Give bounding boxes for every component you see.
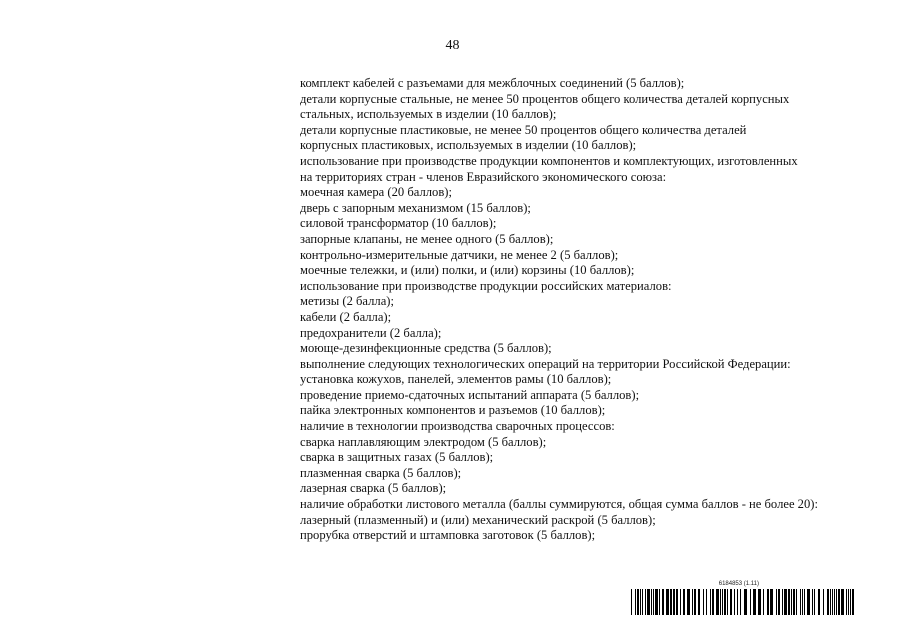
barcode-bar xyxy=(635,589,636,615)
barcode-bar xyxy=(642,589,643,615)
text-line: прорубка отверстий и штамповка заготовок (5 баллов); xyxy=(300,528,596,543)
barcode-bar xyxy=(778,589,780,615)
barcode-bar xyxy=(784,589,787,615)
barcode-bar xyxy=(823,589,824,615)
barcode-bar xyxy=(647,589,650,615)
barcode-bar xyxy=(750,589,751,615)
barcode-bar xyxy=(827,589,829,615)
barcode-bar xyxy=(841,589,844,615)
barcode-bar xyxy=(655,589,658,615)
barcode-bar xyxy=(830,589,831,615)
text-line: детали корпусные стальные, не менее 50 процентов общего количества деталей корпусных xyxy=(300,91,790,106)
text-line: комплект кабелей с разъемами для межблочных соединений (5 баллов); xyxy=(300,76,685,90)
barcode-bar xyxy=(791,589,792,615)
barcode-bar xyxy=(758,589,761,615)
text-line: моюще-дезинфекционные средства (5 баллов); xyxy=(300,341,552,356)
text-line: на территориях стран - членов Евразийского экономического союза: xyxy=(300,169,667,184)
barcode-bar xyxy=(793,589,795,615)
text-line: дверь с запорным механизмом (15 баллов); xyxy=(300,200,531,215)
barcode-bar xyxy=(734,589,735,615)
barcode-bar xyxy=(838,589,840,615)
barcode-bar xyxy=(852,589,854,615)
barcode-bar xyxy=(818,589,820,615)
barcode-image xyxy=(631,589,857,615)
text-line: плазменная сварка (5 баллов); xyxy=(300,465,462,480)
text-line: использование при производстве продукции российских материалов: xyxy=(300,278,672,293)
barcode-bar xyxy=(692,589,693,615)
barcode-bar xyxy=(800,589,801,615)
barcode-bar xyxy=(706,589,707,615)
barcode-bar xyxy=(788,589,790,615)
text-line: запорные клапаны, не менее одного (5 баллов); xyxy=(300,231,554,246)
text-line: сварка в защитных газах (5 баллов); xyxy=(300,450,494,465)
barcode-bar xyxy=(716,589,719,615)
barcode-bar xyxy=(683,589,685,615)
barcode-bar xyxy=(767,589,769,615)
barcode-bar xyxy=(796,589,797,615)
barcode-bar xyxy=(836,589,837,615)
barcode-bar xyxy=(770,589,773,615)
text-line: метизы (2 балла); xyxy=(300,294,394,309)
barcode-bar xyxy=(659,589,660,615)
text-line: детали корпусные пластиковые, не менее 50 процентов общего количества деталей xyxy=(300,122,747,137)
barcode-bar xyxy=(637,589,639,615)
text-line: проведение приемо-сдаточных испытаний аппарата (5 баллов); xyxy=(300,387,640,402)
barcode-bar xyxy=(698,589,700,615)
barcode-bar xyxy=(848,589,849,615)
barcode-bar xyxy=(631,589,632,615)
text-line: моечная камера (20 баллов); xyxy=(300,185,452,200)
barcode-bar xyxy=(850,589,851,615)
barcode-bar xyxy=(834,589,835,615)
barcode-bar xyxy=(687,589,690,615)
barcode-bar xyxy=(730,589,732,615)
barcode-bar xyxy=(651,589,652,615)
text-line: корпусных пластиковых, используемых в изделии (10 баллов); xyxy=(300,138,637,153)
barcode-bar xyxy=(832,589,833,615)
barcode-bar xyxy=(712,589,714,615)
text-line: силовой трансформатор (10 баллов); xyxy=(300,216,497,231)
barcode-bar xyxy=(666,589,669,615)
text-line: использование при производстве продукции компонентов и комплектующих, изготовленных xyxy=(300,153,798,168)
barcode-bar xyxy=(802,589,803,615)
barcode-bar xyxy=(720,589,721,615)
text-line: моечные тележки, и (или) полки, и (или) корзины (10 баллов); xyxy=(300,263,635,278)
barcode-bar xyxy=(670,589,672,615)
barcode-bar xyxy=(744,589,747,615)
barcode-bar xyxy=(673,589,675,615)
text-line: сварка наплавляющим электродом (5 баллов); xyxy=(300,434,547,449)
barcode-bar xyxy=(753,589,756,615)
barcode-bar xyxy=(740,589,741,615)
text-line: выполнение следующих технологических операций на территории Российской Федерации: xyxy=(300,356,791,371)
text-line: предохранители (2 балла); xyxy=(300,325,442,340)
barcode-bar xyxy=(776,589,777,615)
barcode-bar xyxy=(737,589,738,615)
barcode-bar xyxy=(782,589,783,615)
text-line: лазерная сварка (5 баллов); xyxy=(300,481,447,496)
barcode-bar xyxy=(724,589,726,615)
barcode-bar xyxy=(680,589,681,615)
barcode-bar xyxy=(763,589,764,615)
barcode-bar xyxy=(846,589,847,615)
barcode-bar xyxy=(645,589,646,615)
barcode-bar xyxy=(640,589,641,615)
barcode-bar xyxy=(812,589,813,615)
text-line: наличие обработки листового металла (баллы суммируются, общая сумма баллов - не более 20): xyxy=(300,497,818,512)
text-line: пайка электронных компонентов и разъемов (10 баллов); xyxy=(300,403,606,418)
barcode-bar xyxy=(710,589,711,615)
document-text xyxy=(300,76,870,544)
text-line: контрольно-измерительные датчики, не менее 2 (5 баллов); xyxy=(300,247,619,262)
barcode-bar xyxy=(807,589,810,615)
barcode-bar xyxy=(694,589,696,615)
barcode-bar xyxy=(653,589,654,615)
barcode-bar xyxy=(703,589,704,615)
page-number: 48 xyxy=(445,38,460,53)
barcode-bar xyxy=(727,589,728,615)
barcode-caption: 6184853 (1.11) xyxy=(718,581,759,587)
barcode-bar xyxy=(662,589,664,615)
barcode-block xyxy=(631,581,857,615)
text-line: наличие в технологии производства сварочных процессов: xyxy=(300,419,615,434)
text-line: установка кожухов, панелей, элементов рамы (10 баллов); xyxy=(300,372,612,387)
text-line: кабели (2 балла); xyxy=(300,309,392,324)
text-line: лазерный (плазменный) и (или) механический раскрой (5 баллов); xyxy=(300,512,656,527)
barcode-bar xyxy=(722,589,723,615)
text-line: стальных, используемых в изделии (10 баллов); xyxy=(300,107,557,122)
barcode-bar xyxy=(676,589,678,615)
barcode-bar xyxy=(814,589,815,615)
barcode-bar xyxy=(804,589,805,615)
